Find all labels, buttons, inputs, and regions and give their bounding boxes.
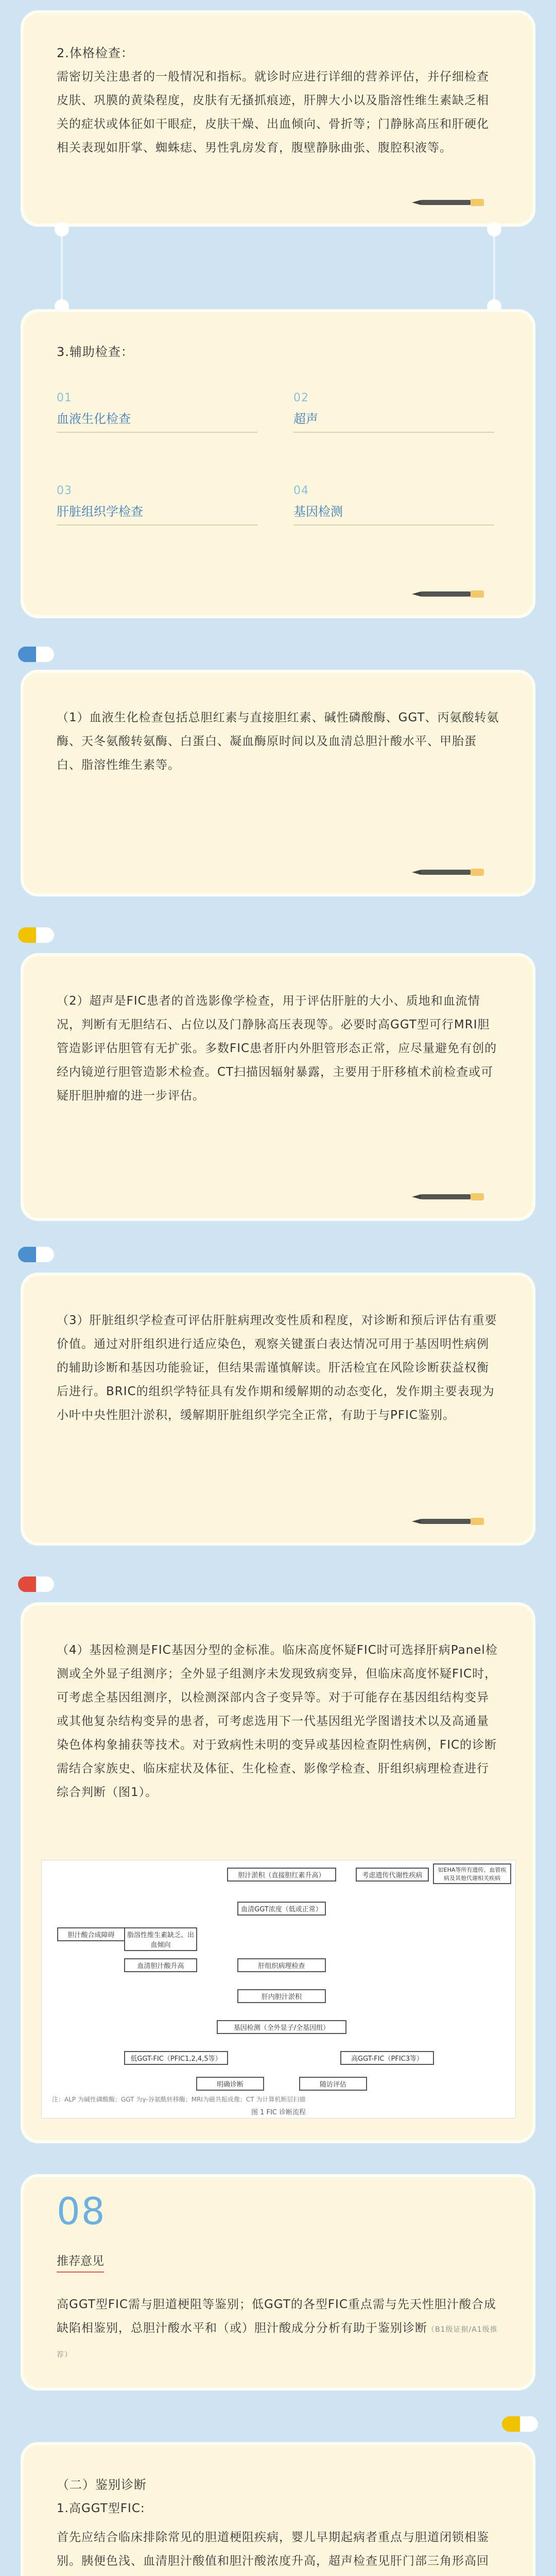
aux-item-number: 04: [293, 484, 309, 497]
flow-node: 随访评估: [299, 2077, 367, 2091]
capsule-icon: [18, 1247, 54, 1262]
aux-exam-card: [21, 309, 535, 618]
pencil-icon: [412, 869, 484, 876]
ultrasound-card: [21, 953, 535, 1221]
section-text: （4）基因检测是FIC基因分型的金标准。临床高度怀疑FIC时可选择肝病Panel检测或全外显子组测序；全外显子组测序未发现致病变异，但临床高度怀疑FIC时，可考虑全基因组测序，以检测深部内含子变异等。对于可能存在基因组结构变异或其他复杂结构变异的患者，可考虑选用下一代基因组光学图谱技术以及高通量染色体构象捕获等技术。对于致病性未明的变异或基因检查阴性病例，FIC的诊断需结合家族史、临床症状及体征、生化检查、影像学检查、肝组织病理检查进行综合判断（图1）。: [57, 1643, 498, 1799]
section-text: 高GGT型FIC需与胆道梗阻等鉴别；低GGT的各型FIC重点需与先天性胆汁酸合成缺陷相鉴别，总胆汁酸水平和（或）胆汁酸成分分析有助于鉴别诊断（B1级证据/A1级推荐）: [57, 2298, 498, 2359]
section-text: 需密切关注患者的一般情况和指标。就诊时应进行详细的营养评估，并仔细检查皮肤、巩膜的黄染程度，皮肤有无搔抓痕迹，肝脾大小以及脂溶性维生素缺乏相关的症状或体征如干眼症，皮肤干燥、出血倾向、骨折等；门静脉高压和肝硬化相关表现如肝掌、蜘蛛痣、男性乳房发育，腹壁静脉曲张、腹腔积液等。: [57, 70, 489, 155]
capsule-icon: [18, 927, 54, 943]
section-title: 2.体格检查：: [57, 46, 134, 60]
pencil-icon: [412, 590, 484, 598]
pencil-icon: [412, 1193, 484, 1200]
aux-item-ultrasound: [293, 392, 494, 433]
section-text: （3）肝脏组织学检查可评估肝脏病理改变性质和程度，对诊断和预后评估有重要价值。通过对肝组织进行适应染色，观察关键蛋白表达情况可用于基因明性病例的辅助诊断和基因功能验证，但结果需谨慎解读。肝活检宜在风险诊断获益权衡后进行。BRIC的组织学特征具有发作期和缓解期的动态变化，发作期主要表现为小叶中央性胆汁淤积，缓解期肝脏组织学完全正常，有助于与PFIC鉴别。: [57, 1314, 497, 1422]
recommendation-tag: 推荐意见: [57, 2251, 104, 2273]
flow-node: 血清GGT浓度（低或正常）: [237, 1902, 326, 1916]
section-text: （2）超声是FIC患者的首选影像学检查，用于评估肝脏的大小、质地和血流情况，判断有无胆结石、占位以及门静脉高压表现等。必要时高GGT型可行MRI胆管造影评估胆管有无扩张。多数FIC患者肝内外胆管形态正常，应尽量避免有创的经内镜逆行胆管造影术检查。CT扫描因辐射暴露，主要用于肝移植术前检查或可疑肝胆肿瘤的进一步评估。: [57, 994, 497, 1103]
aux-item-genetic: [293, 484, 494, 526]
figure-note: 注：ALP 为碱性磷酸酶；GGT 为γ-谷氨酰转移酶；MRI为磁共振成像；CT 为计算机断层扫描: [52, 2096, 306, 2103]
aux-item-number: 01: [57, 392, 72, 404]
figure-title: 图 1 FIC 诊断流程: [251, 2109, 306, 2116]
aux-item-label: 基因检测: [293, 504, 343, 519]
flow-node: 考虑遗传代谢性疾病: [356, 1868, 429, 1882]
capsule-icon: [502, 2416, 538, 2432]
flowchart-figure: [41, 1860, 516, 2119]
flow-node: 肝组织病理检查: [237, 1958, 326, 1972]
aux-item-label: 血液生化检查: [57, 412, 131, 426]
divider: [293, 432, 494, 433]
flow-node: 低GGT-FIC（PFIC1,2,4,5等）: [124, 2051, 228, 2065]
connector-decoration: [484, 229, 505, 307]
pencil-icon: [412, 199, 484, 206]
differential-card: [21, 2442, 535, 2576]
flow-node: 肝内胆汁淤积: [237, 1989, 326, 2003]
aux-item-label: 超声: [293, 412, 318, 426]
evidence-grade: （B1级证据/A1级推荐）: [57, 2326, 498, 2359]
blood-test-card: [21, 670, 535, 896]
genetic-card: [21, 1602, 535, 2143]
divider: [57, 524, 257, 526]
divider: [293, 524, 494, 526]
flow-node: 明确诊断: [196, 2077, 264, 2091]
aux-item-number: 03: [57, 484, 72, 497]
flow-node: 胆汁酸合成障碍: [57, 1927, 125, 1941]
capsule-icon: [18, 1577, 54, 1592]
section-text: （1）血液生化检查包括总胆红素与直接胆红素、碱性磷酸酶、GGT、丙氨酸转氨酶、天冬氨酸转氨酶、白蛋白、凝血酶原时间以及血清总胆汁酸水平、甲胎蛋白、脂溶性维生素等。: [57, 711, 499, 772]
aux-item-histology: [57, 484, 257, 526]
capsule-icon: [18, 647, 54, 662]
histology-card: [21, 1273, 535, 1546]
flow-node: 基因检测（全外显子/全基因组）: [217, 2020, 346, 2034]
flow-node: 脂溶性维生素缺乏、出血倾向: [124, 1927, 197, 1951]
aux-item-number: 02: [293, 392, 309, 404]
flow-node: 胆汁淤积（直接胆红素升高）: [227, 1868, 336, 1882]
physical-exam-card: [21, 10, 535, 227]
section-title: 3.辅助检查：: [57, 345, 134, 359]
section-title: （二）鉴别诊断: [57, 2478, 147, 2492]
sub-title: 1.高GGT型FIC:: [57, 2502, 145, 2515]
recommendation-number: 08: [57, 2190, 106, 2233]
aux-item-label: 肝脏组织学检查: [57, 504, 143, 519]
pencil-icon: [412, 1518, 484, 1525]
recommendation-card: [21, 2174, 535, 2391]
flow-node: 血清胆汁酸升高: [124, 1958, 197, 1972]
divider: [57, 432, 257, 433]
aux-item-blood: [57, 392, 257, 433]
flow-node: 如EHA等所有遗传、血管疾病及其他代谢相关疾病: [433, 1863, 511, 1884]
connector-decoration: [51, 229, 72, 307]
section-text: 首先应结合临床排除常见的胆道梗阻疾病，婴儿早期起病者重点与胆道闭锁相鉴别。胰便色浅、血清胆汁酸值和胆汁酸浓度升高，超声检查见肝门部三角形高回: [57, 2531, 489, 2568]
flow-node: 高GGT-FIC（PFIC3等）: [340, 2051, 434, 2065]
